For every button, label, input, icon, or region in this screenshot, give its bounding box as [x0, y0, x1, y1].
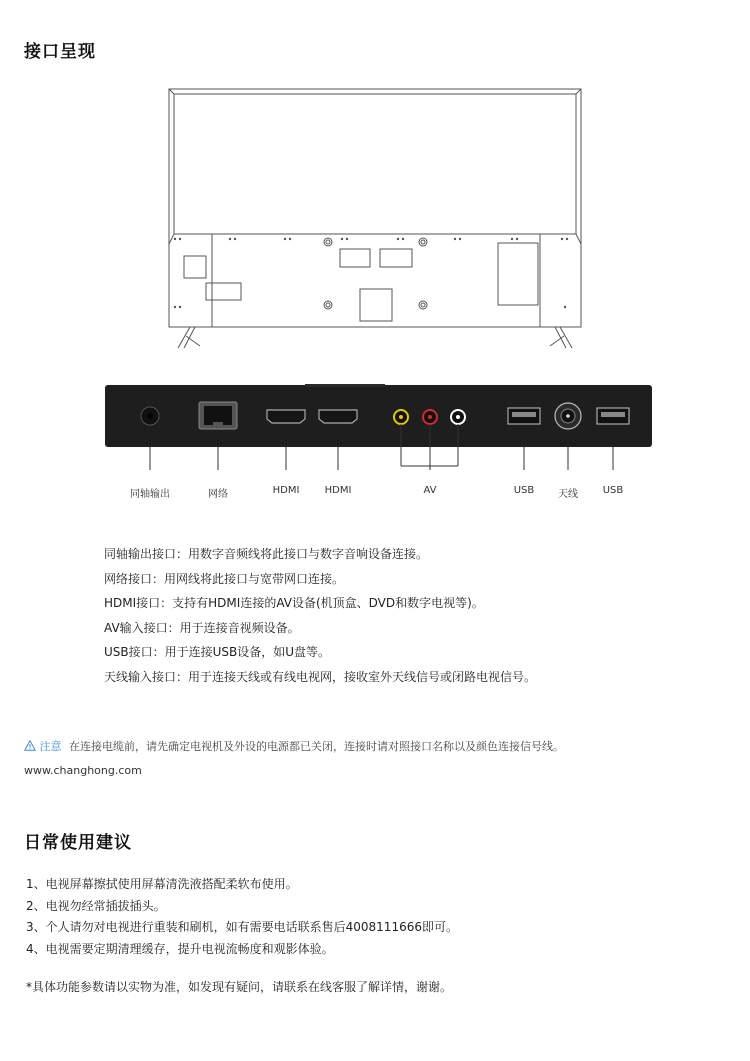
tip-item: 3、个人请勿对电视进行重装和刷机，如有需要电话联系售后4008111666即可。: [26, 920, 458, 935]
usb-port-2: [597, 408, 629, 424]
tip-item: 1、电视屏幕擦拭使用屏幕清洗液搭配柔软布使用。: [26, 877, 298, 891]
port-label-hdmi-1: HDMI: [272, 485, 300, 496]
warning-icon: [24, 740, 36, 751]
notice: [24, 738, 564, 754]
notice-text: 在连接电缆前，请先确定电视机及外设的电源都已关闭，连接时请对照接口名称以及颜色连接信号线。: [69, 740, 564, 753]
port-description-list: [104, 542, 536, 690]
notice-label: 注意: [39, 740, 62, 753]
port-label-antenna: 天线: [558, 489, 578, 500]
description-hdmi: HDMI接口：支持有HDMI连接的AV设备(机顶盒、DVD和数字电视等)。: [104, 596, 484, 611]
port-label-coax: 同轴输出: [130, 489, 170, 500]
ethernet-port: [199, 402, 237, 429]
disclaimer: *具体功能参数请以实物为准，如发现有疑问，请联系在线客服了解详情，谢谢。: [26, 980, 453, 994]
section-title-interfaces: 接口呈现: [24, 42, 96, 62]
port-label-usb-1: USB: [513, 485, 535, 496]
hdmi-port-1: [267, 410, 305, 423]
description-av: AV输入接口：用于连接音视频设备。: [104, 620, 300, 635]
tv-back-diagram: [160, 84, 590, 354]
port-label-usb-2: USB: [602, 485, 624, 496]
description-usb: USB接口：用于连接USB设备，如U盘等。: [104, 645, 331, 660]
port-panel-diagram: [100, 380, 660, 470]
description-coax: 同轴输出接口：用数字音频线将此接口与数字音响设备连接。: [104, 547, 429, 561]
antenna-port: [555, 403, 581, 429]
port-label-network: 网络: [208, 489, 228, 500]
hdmi-port-2: [319, 410, 357, 423]
section-title-daily-use: 日常使用建议: [24, 833, 132, 853]
usb-port-1: [508, 408, 540, 424]
description-network: 网络接口：用网线将此接口与宽带网口连接。: [104, 571, 345, 586]
website-url: www.changhong.com: [24, 764, 142, 777]
coax-port: [141, 407, 159, 425]
port-label-av: AV: [423, 485, 437, 496]
usage-tips-list: [26, 874, 458, 960]
tip-item: 2、电视勿经常插拔插头。: [26, 898, 166, 913]
av-ports: [394, 410, 465, 424]
description-antenna: 天线输入接口：用于连接天线或有线电视网，接收室外天线信号或闭路电视信号。: [104, 669, 537, 684]
port-label-hdmi-2: HDMI: [324, 485, 352, 496]
tip-item: 4、电视需要定期清理缓存，提升电视流畅度和观影体验。: [26, 941, 334, 956]
